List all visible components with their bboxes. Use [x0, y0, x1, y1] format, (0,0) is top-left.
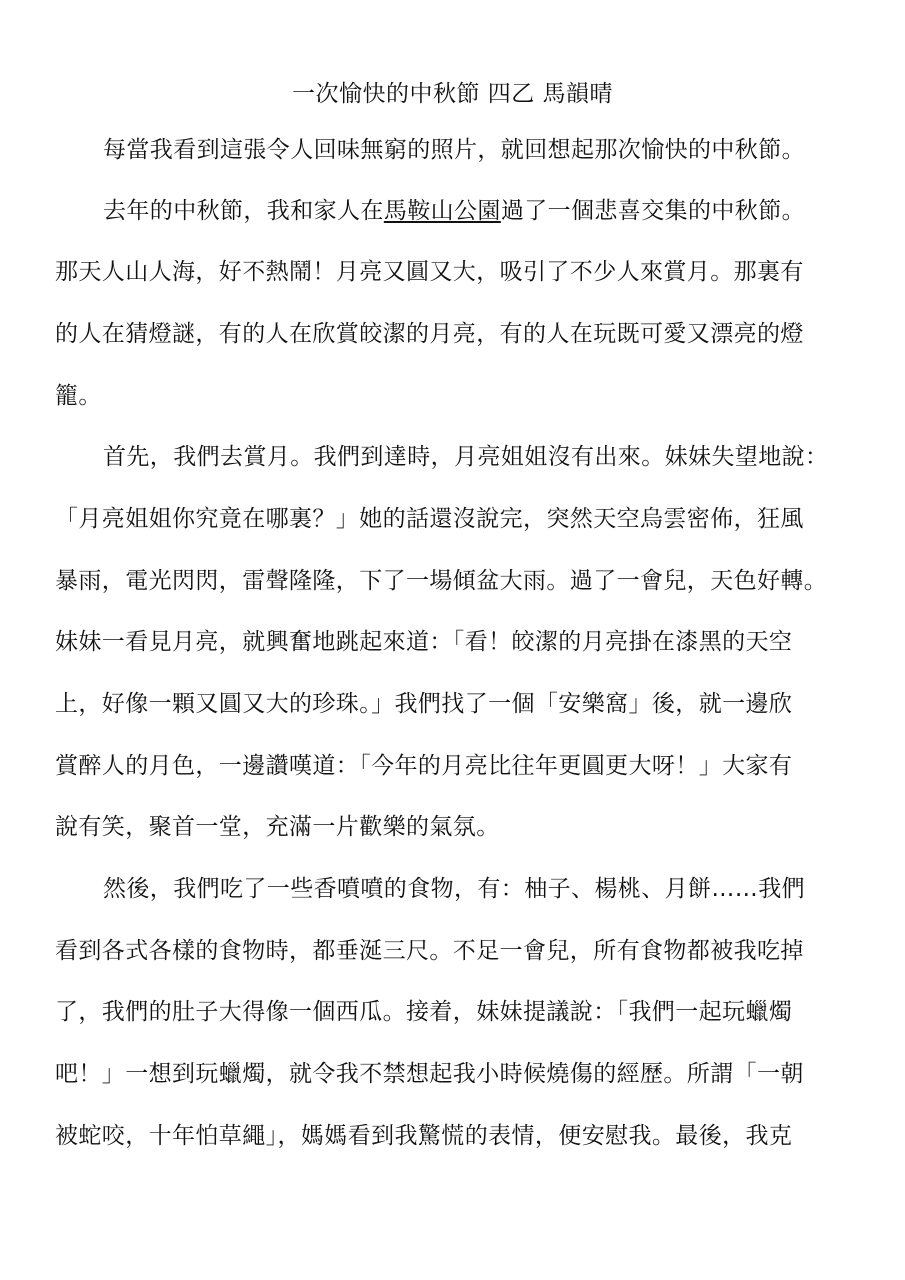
text-line-10: 上，好像一顆又圓又大的珍珠。」我們找了一個「安樂窩」後，就一邊欣: [55, 691, 793, 717]
essay-title: 一次愉快的中秋節 四乙 馬韻晴: [291, 81, 614, 107]
text-line-1: 每當我看到這張令人回味無窮的照片，就回想起那次愉快的中秋節。: [103, 137, 805, 163]
text-line-5: 籠。: [55, 383, 102, 409]
text-line-11: 賞醉人的月色，一邊讚嘆道：「今年的月亮比往年更圓更大呀！」大家有: [55, 753, 793, 779]
text-line-4: 的人在猜燈謎，有的人在欣賞皎潔的月亮，有的人在玩既可愛又漂亮的燈: [55, 321, 804, 347]
text-line-7: 「月亮姐姐你究竟在哪裏？」她的話還沒說完，突然天空烏雲密佈，狂風: [55, 506, 804, 532]
text-line-2-part-b: 過了一個悲喜交集的中秋節。: [500, 198, 806, 224]
text-line-14: 看到各式各樣的食物時，都垂涎三尺。不足一會兒，所有食物都被我吃掉: [55, 938, 804, 964]
text-line-16: 吧！」一想到玩蠟燭，就令我不禁想起我小時候燒傷的經歷。所謂「一朝: [55, 1061, 804, 1087]
place-name-underlined: 馬鞍山公園: [383, 198, 501, 224]
text-line-9: 妹妹一看見月亮，就興奮地跳起來道：「看！皎潔的月亮掛在漆黑的天空: [55, 629, 793, 655]
text-line-3: 那天人山人海，好不熱鬧！月亮又圓又大，吸引了不少人來賞月。那裏有: [55, 259, 804, 285]
text-line-12: 說有笑，聚首一堂，充滿一片歡樂的氣氛。: [55, 814, 500, 840]
text-line-8: 暴雨，電光閃閃，雷聲隆隆，下了一場傾盆大雨。過了一會兒，天色好轉。: [55, 568, 828, 594]
text-line-6: 首先，我們去賞月。我們到達時，月亮姐姐沒有出來。妹妹失望地說：: [103, 444, 829, 470]
text-line-2-part-a: 去年的中秋節，我和家人在: [103, 198, 384, 224]
text-line-13: 然後，我們吃了一些香噴噴的食物，有：柚子、楊桃、月餅……我們: [103, 876, 805, 902]
text-line-17: 被蛇咬，十年怕草繩」，媽媽看到我驚慌的表情，便安慰我。最後，我克: [55, 1123, 793, 1149]
text-line-15: 了，我們的肚子大得像一個西瓜。接着，妹妹提議說：「我們一起玩蠟燭: [55, 999, 793, 1025]
text-line-2: [103, 195, 805, 227]
